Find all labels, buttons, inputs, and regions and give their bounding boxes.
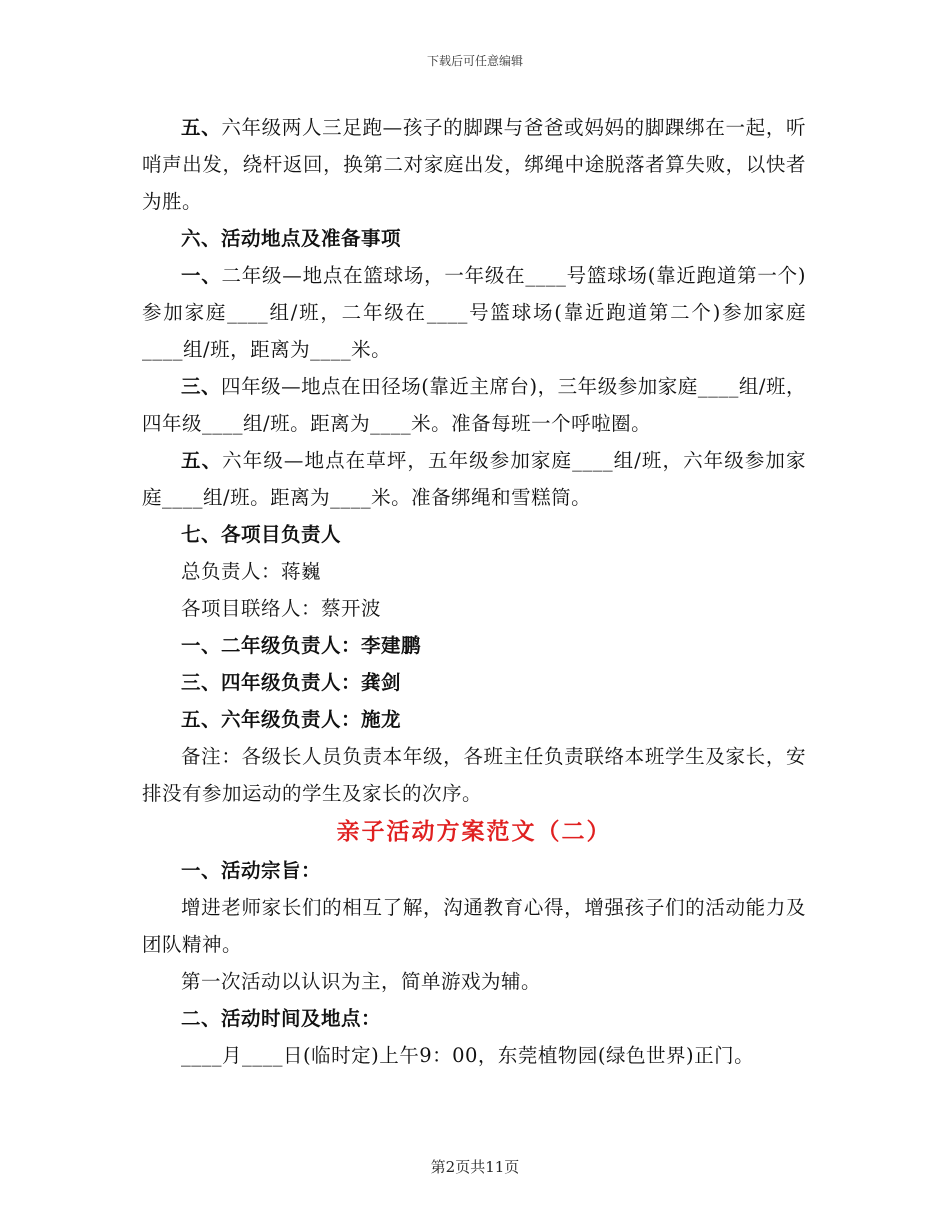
page-footer: 第2页共11页 xyxy=(430,1158,520,1176)
paragraph-chief-responsible: 总负责人：蒋巍 xyxy=(181,560,322,583)
item-number: 三、 xyxy=(181,375,222,398)
paragraph-three-legged-race xyxy=(142,109,806,220)
paragraph-text: 六年级—地点在草坪，五年级参加家庭____组/班，六年级参加家庭____组/班。距离为____米。准备绑绳和雪糕筒。 xyxy=(142,449,806,509)
paragraph-text: 四年级—地点在田径场(靠近主席台)，三年级参加家庭____组/班，四年级____组/班。距离为____米。准备每班一个呼啦圈。 xyxy=(142,375,806,435)
paragraph-purpose: 增进老师家长们的相互了解，沟通教育心得，增强孩子们的活动能力及团队精神。 xyxy=(142,896,806,956)
paragraph-grade-5-6-venue xyxy=(142,442,806,516)
paragraph-grade-3-4-venue xyxy=(142,368,806,442)
document-body xyxy=(142,109,806,1074)
heading-venue-preparation: 六、活动地点及准备事项 xyxy=(181,227,402,250)
page-header: 下载后可任意编辑 xyxy=(426,54,523,68)
item-number: 五、 xyxy=(181,449,223,472)
item-number: 五、 xyxy=(181,116,222,139)
heading-responsible-persons: 七、各项目负责人 xyxy=(181,523,342,546)
heading-time-location: 二、活动时间及地点： xyxy=(181,1007,382,1030)
paragraph-grade-3-4-responsible: 三、四年级负责人：龚剑 xyxy=(181,671,402,694)
paragraph-text: 二年级—地点在篮球场，一年级在____号篮球场(靠近跑道第一个)参加家庭____组/班，二年级在____号篮球场(靠近跑道第二个)参加家庭____组/班，距离为____米。 xyxy=(142,264,806,361)
section-title: 亲子活动方案范文（二） xyxy=(336,818,612,845)
paragraph-grade-1-2-venue xyxy=(142,257,806,368)
paragraph-contact-person: 各项目联络人：蔡开波 xyxy=(181,597,382,620)
paragraph-time-location: ____月____日(临时定)上午9：00，东莞植物园(绿色世界)正门。 xyxy=(181,1044,755,1067)
paragraph-text: 六年级两人三足跑—孩子的脚踝与爸爸或妈妈的脚踝绑在一起，听哨声出发，绕杆返回，换第二对家庭出发，绑绳中途脱落者算失败，以快者为胜。 xyxy=(142,116,806,213)
paragraph-remarks: 备注：各级长人员负责本年级，各班主任负责联络本班学生及家长，安排没有参加运动的学生及家长的次序。 xyxy=(142,745,806,805)
paragraph-grade-1-2-responsible: 一、二年级负责人：李建鹏 xyxy=(181,634,422,657)
paragraph-first-activity: 第一次活动以认识为主，简单游戏为辅。 xyxy=(181,970,542,993)
paragraph-grade-5-6-responsible: 五、六年级负责人：施龙 xyxy=(181,708,402,731)
item-number: 一、 xyxy=(181,264,222,287)
heading-activity-purpose: 一、活动宗旨： xyxy=(181,859,322,882)
